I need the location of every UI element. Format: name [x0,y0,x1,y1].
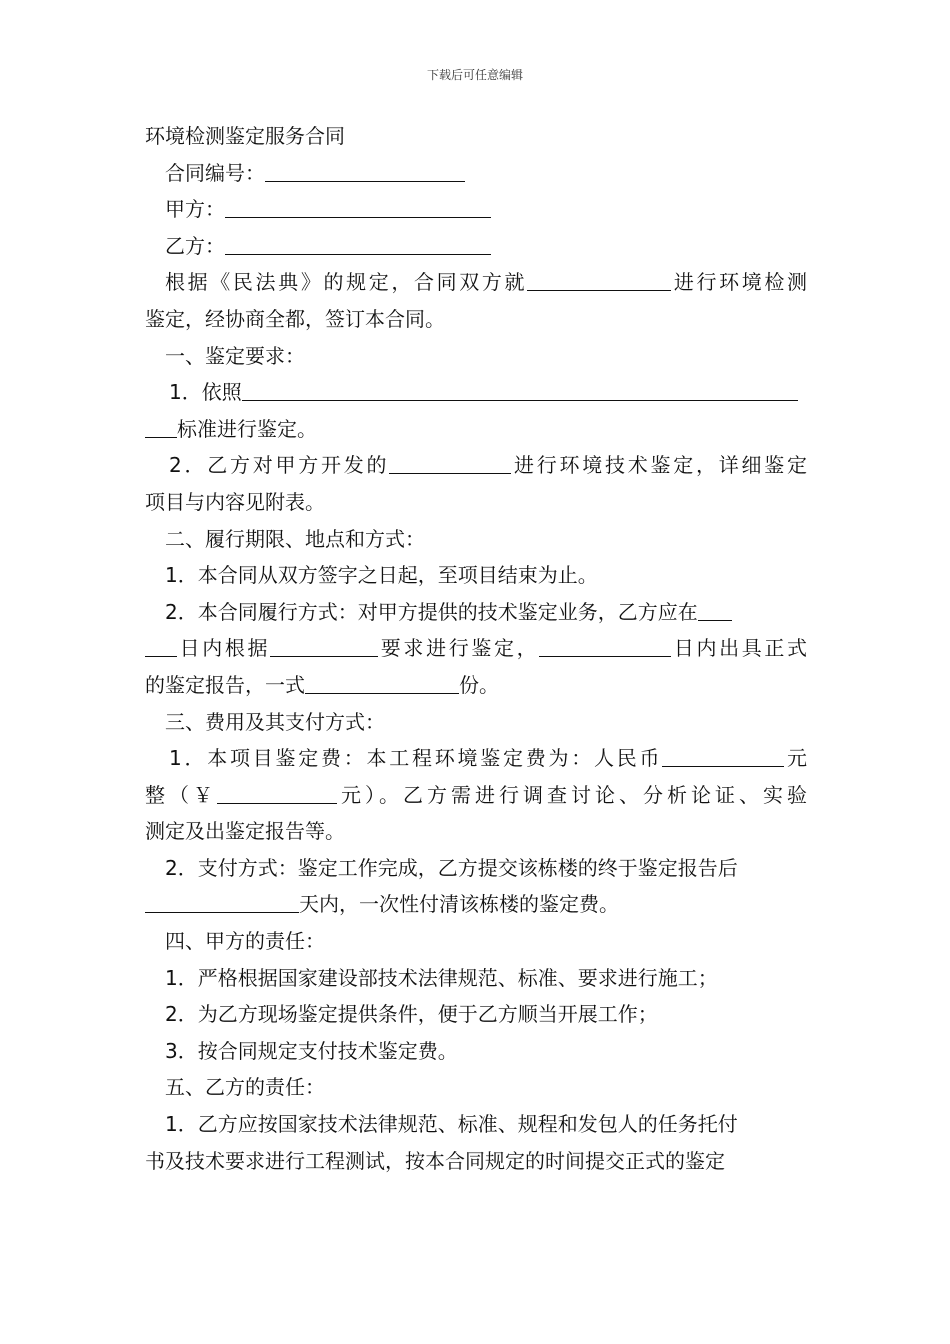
standard-blank[interactable] [242,378,798,401]
sec4-item2: 2．为乙方现场鉴定提供条件，便于乙方顺当开展工作； [165,1002,658,1027]
project-blank[interactable] [527,268,671,291]
sec5-item1-line-2: 书及技术要求进行工程测试，按本合同规定的时间提交正式的鉴定 [145,1148,725,1173]
sec3-item1-line-3: 测定及出鉴定报告等。 [145,819,345,844]
sec2-item2-text-d: 日内出具正式 [671,636,807,661]
sec2-item2-text-e: 的鉴定报告，一式 [145,672,305,697]
sec1-item2-line-1 [145,447,807,484]
development-blank[interactable] [389,451,511,474]
intro-line-2: 鉴定，经协商全都，签订本合同。 [145,306,445,331]
sec1-item1-text-a: 1．依照 [169,380,242,405]
sec4-item1: 1．严格根据国家建设部技术法律规范、标准、要求进行施工； [165,965,718,990]
sec2-item2-line-2 [145,630,807,667]
sec1-item1-line-2 [145,411,807,448]
contract-number-line [145,155,807,192]
party-a-line [145,191,807,228]
sec2-item2-text-a: 2．本合同履行方式：对甲方提供的技术鉴定业务，乙方应在 [165,599,698,624]
rmb-number-blank[interactable] [217,781,337,804]
section-3-heading: 三、费用及其支付方式： [165,709,385,734]
payment-days-blank[interactable] [145,890,299,913]
rmb-amount-blank[interactable] [662,744,784,767]
intro-text-b: 进行环境检测 [671,270,807,295]
document-title: 环境检测鉴定服务合同 [145,124,345,148]
sec3-item2-text-b: 天内，一次性付清该栋楼的鉴定费。 [299,892,619,917]
section-1-heading: 一、鉴定要求： [165,343,305,368]
section-2-heading: 二、履行期限、地点和方式： [165,526,425,551]
sec2-item2-text-b: 日内根据 [177,636,271,661]
sec2-item2-line-3 [145,667,807,704]
intro-text-a: 根据《民法典》的规定，合同双方就 [165,270,528,295]
sec3-item1-text-b: 元 [784,746,807,771]
party-a-blank[interactable] [225,195,491,218]
section-5-heading: 五、乙方的责任： [165,1075,325,1100]
sec3-item1-line-1 [145,740,807,777]
sec3-item1-text-d: 元）。乙方需进行调查讨论、分析论证、实验 [337,782,807,807]
party-a-label: 甲方： [165,197,225,222]
party-b-blank[interactable] [225,232,491,255]
sec4-item3: 3．按合同规定支付技术鉴定费。 [165,1038,458,1063]
sec2-item2-line-1 [145,594,807,631]
party-b-label: 乙方： [165,233,225,258]
intro-line-1 [145,264,807,301]
sec3-item1-line-2 [145,777,807,814]
contract-document [145,118,807,1179]
sec5-item1-line-1: 1．乙方应按国家技术法律规范、标准、规程和发包人的任务托付 [165,1112,738,1137]
sec2-item1: 1．本合同从双方签字之日起，至项目结束为止。 [165,563,598,588]
sec1-item2-text-a: 2．乙方对甲方开发的 [169,453,390,478]
sec1-item1-text-b: 标准进行鉴定。 [177,416,317,441]
contract-number-label: 合同编号： [165,160,265,185]
sec2-item2-text-c: 要求进行鉴定， [378,636,540,661]
section-4-heading: 四、甲方的责任： [165,929,325,954]
report-days-blank[interactable] [539,634,671,657]
basis-blank[interactable] [270,634,378,657]
sec3-item2-line-1: 2．支付方式：鉴定工作完成，乙方提交该栋楼的终于鉴定报告后 [165,855,738,880]
standard-blank-continued[interactable] [145,415,177,438]
sec3-item2-line-2 [145,886,807,923]
header-note: 下载后可任意编辑 [426,68,523,82]
sec2-item2-text-f: 份。 [459,672,499,697]
contract-number-blank[interactable] [265,159,465,182]
days-blank[interactable] [698,598,732,621]
sec1-item2-text-b: 进行环境技术鉴定，详细鉴定 [511,453,807,478]
sec1-item1-line-1 [145,374,807,411]
sec3-item1-text-c: 整（￥ [145,782,217,807]
sec3-item1-text-a: 1．本项目鉴定费：本工程环境鉴定费为：人民币 [169,746,663,771]
sec1-item2-line-2: 项目与内容见附表。 [145,489,325,514]
copies-blank[interactable] [305,671,459,694]
party-b-line [145,228,807,265]
days-blank-continued[interactable] [145,634,177,657]
